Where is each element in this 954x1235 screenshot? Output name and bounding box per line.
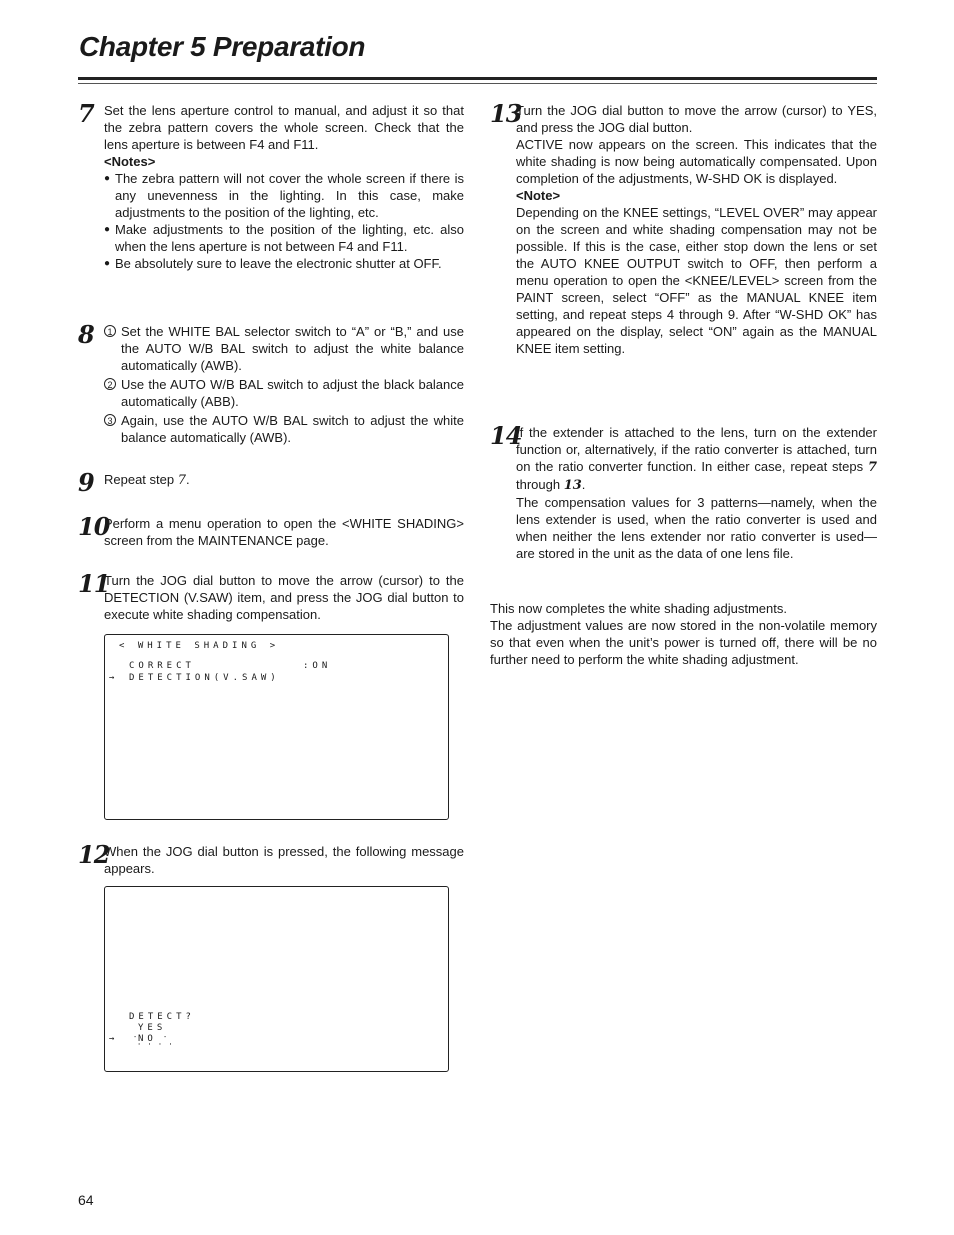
step-reference: 7 bbox=[867, 460, 877, 475]
circled-number: 2 bbox=[104, 378, 116, 390]
cursor-arrow: → bbox=[109, 673, 119, 683]
step-text: Perform a menu operation to open the <WHITE SHADING> screen from the MAINTENANCE page. bbox=[104, 516, 464, 548]
circled-number: 1 bbox=[104, 325, 116, 337]
menu-item-correct: CORRECT bbox=[129, 661, 195, 671]
chapter-title: Chapter 5 Preparation bbox=[79, 31, 366, 62]
step-reference: 7 bbox=[177, 473, 186, 488]
step-14 bbox=[490, 421, 877, 562]
note-item: ● Make adjustments to the position of the lighting, etc. also when the lens aperture is not between F4 and F11. bbox=[104, 221, 464, 255]
page-number: 64 bbox=[78, 1192, 94, 1208]
step-number: 13 bbox=[490, 99, 522, 128]
substep-item bbox=[104, 376, 464, 410]
header-rule-thick bbox=[78, 77, 877, 80]
substep-list bbox=[104, 323, 464, 446]
step-13 bbox=[490, 99, 877, 357]
blink-mark-icon: ' ' ' ' bbox=[137, 1042, 174, 1050]
step-number: 8 bbox=[78, 320, 94, 349]
substep-text: Set the WHITE BAL selector switch to “A” or “B,” and use the AUTO W/B BAL switch to adjust the white balance automatically (AWB). bbox=[121, 324, 464, 373]
header-rule-thin bbox=[78, 83, 877, 84]
step-10 bbox=[78, 512, 464, 549]
cursor-arrow: → bbox=[109, 1034, 119, 1044]
blink-mark-icon: - bbox=[133, 1033, 139, 1041]
menu-item-detection: DETECTION(V.SAW) bbox=[129, 673, 280, 683]
step-text: Repeat step 7. bbox=[104, 472, 190, 488]
step-8 bbox=[78, 320, 464, 448]
notes-heading: <Notes> bbox=[104, 154, 156, 169]
step-text: The compensation values for 3 patterns—namely, when the lens extender is used, when the ratio converter is used and when neither the lens extender nor ratio converter is used—are stored in the unit as the data of one lens file. bbox=[516, 495, 877, 561]
detect-prompt: DETECT? bbox=[129, 1012, 195, 1022]
closing-paragraph: The adjustment values are now stored in the non-volatile memory so that even when the unit’s power is turned off, there will be no further need to perform the white shading adjustment. bbox=[490, 618, 877, 667]
step-7 bbox=[78, 99, 464, 272]
step-text: If the extender is attached to the lens, turn on the extender function or, alternatively, if the ratio converter is attached, turn on the ratio converter function. In either case, repeat steps 7 through 13. bbox=[516, 425, 877, 493]
step-number: 10 bbox=[78, 512, 110, 541]
step-9 bbox=[78, 468, 464, 497]
notes-list bbox=[104, 170, 464, 272]
step-number: 9 bbox=[78, 468, 94, 497]
step-text: Set the lens aperture control to manual, and adjust it so that the zebra pattern covers the whole screen. Check that the lens aperture is between F4 and F11. bbox=[104, 103, 464, 152]
step-12 bbox=[78, 840, 464, 877]
substep-item bbox=[104, 323, 464, 374]
step-text: Turn the JOG dial button to move the arrow (cursor) to the DETECTION (V.SAW) item, and press the JOG dial button to execute white shading compensation. bbox=[104, 573, 464, 622]
step-number: 12 bbox=[78, 840, 110, 869]
step-text: ACTIVE now appears on the screen. This indicates that the white shading is now being automatically compensated. Upon completion of the adjustments, W-SHD OK is displayed. bbox=[516, 137, 877, 186]
note-text: Depending on the KNEE settings, “LEVEL OVER” may appear on the screen and white shading compensation may not be possible. If this is the case, either stop down the lens or set the AUTO KNEE OUTPUT switch to OFF, then perform a menu operation to open the <KNEE/LEVEL> screen from the PAINT screen, select “OFF” as the MANUAL KNEE item setting, and repeat steps 4 through 9. After “W-SHD OK” has appeared on the display, select “ON” again as the MANUAL KNEE item setting. bbox=[516, 205, 877, 356]
option-yes: YES bbox=[138, 1023, 167, 1033]
note-item: ● Be absolutely sure to leave the electronic shutter at OFF. bbox=[104, 255, 464, 272]
closing-text bbox=[490, 600, 877, 668]
menu-screen-detect-confirm bbox=[104, 886, 449, 1072]
note-item: ● The zebra pattern will not cover the whole screen if there is any unevenness in the lighting. In this case, make adjustments to the position of the lighting, etc. bbox=[104, 170, 464, 221]
substep-text: Again, use the AUTO W/B BAL switch to adjust the white balance automatically (AWB). bbox=[121, 413, 464, 445]
step-text: Turn the JOG dial button to move the arrow (cursor) to YES, and press the JOG dial button. bbox=[516, 103, 877, 135]
step-reference: 13 bbox=[563, 478, 582, 493]
blink-mark-icon: - bbox=[163, 1033, 169, 1041]
option-no: NO bbox=[138, 1034, 157, 1044]
circled-number: 3 bbox=[104, 414, 116, 426]
note-heading: <Note> bbox=[516, 188, 561, 203]
step-number: 7 bbox=[78, 99, 94, 128]
step-number: 14 bbox=[490, 421, 522, 450]
substep-text: Use the AUTO W/B BAL switch to adjust the black balance automatically (ABB). bbox=[121, 377, 464, 409]
step-11 bbox=[78, 569, 464, 623]
step-number: 11 bbox=[78, 569, 110, 598]
screen-title: < WHITE SHADING > bbox=[119, 641, 280, 651]
substep-item bbox=[104, 412, 464, 446]
closing-line: This now completes the white shading adjustments. bbox=[490, 601, 787, 616]
step-text: When the JOG dial button is pressed, the following message appears. bbox=[104, 844, 464, 876]
menu-screen-white-shading bbox=[104, 634, 449, 820]
menu-item-correct-value: :ON bbox=[303, 661, 332, 671]
